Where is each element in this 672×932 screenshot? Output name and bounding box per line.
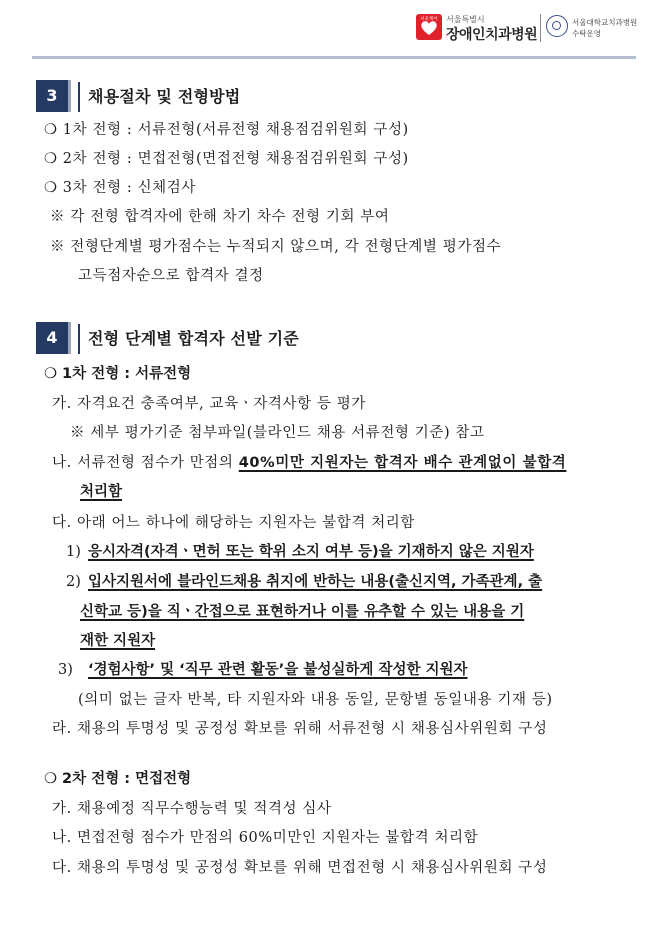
logo-city-text: 서울특별시 bbox=[446, 15, 485, 24]
first-stage-d3-num: 3) bbox=[58, 662, 73, 678]
first-stage-d2-line1: 입사지원서에 블라인드채용 취지에 반하는 내용(출신지역, 가족관계, 출 bbox=[88, 574, 543, 590]
first-stage-d2-line2: 신학교 등)을 직ㆍ간접으로 표현하거나 이를 유추할 수 있는 내용을 기 bbox=[80, 604, 525, 620]
second-stage-na: 나. 면접전형 점수가 만점의 60%미만인 지원자는 불합격 처리함 bbox=[52, 830, 479, 846]
section3-bar bbox=[78, 82, 80, 112]
snu-dental-seal-icon bbox=[546, 15, 568, 37]
logo-heart-text: 서울케어 bbox=[420, 17, 438, 22]
section4-title: 전형 단계별 합격자 선발 기준 bbox=[88, 329, 299, 348]
section3-number: 3 bbox=[36, 80, 71, 112]
first-stage-d3: ‘경험사항’ 및 ‘직무 관련 활동’을 불성실하게 작성한 지원자 bbox=[88, 662, 468, 678]
logo-divider bbox=[540, 14, 541, 42]
second-stage-da: 다. 채용의 투명성 및 공정성 확보를 위해 면접전형 시 채용심사위원회 구성 bbox=[52, 860, 548, 876]
first-stage-d1: 응시자격(자격ㆍ면허 또는 학위 소지 여부 등)을 기재하지 않은 지원자 bbox=[88, 544, 534, 560]
section3-note-2-cont: 고득점자순으로 합격자 결정 bbox=[78, 268, 264, 284]
section3-item-2: ❍ 2차 전형 : 면접전형(면접전형 채용점검위원회 구성) bbox=[44, 151, 409, 167]
section4-bar bbox=[78, 324, 80, 354]
section4-number: 4 bbox=[36, 322, 71, 354]
page-header bbox=[0, 0, 672, 60]
first-stage-d2-line3: 재한 지원자 bbox=[80, 633, 156, 649]
first-stage-d2-num: 2) bbox=[66, 574, 81, 590]
second-stage-heading: ❍ 2차 전형 : 면접전형 bbox=[44, 771, 192, 787]
seoul-care-heart-logo bbox=[416, 14, 442, 40]
section3-note-1: ※ 각 전형 합격자에 한해 차기 차수 전형 기회 부여 bbox=[50, 209, 390, 225]
header-rule bbox=[32, 56, 636, 59]
first-stage-da: 다. 아래 어느 하나에 해당하는 지원자는 불합격 처리함 bbox=[52, 515, 416, 531]
first-stage-na-bold-cont: 처리함 bbox=[80, 484, 123, 500]
section3-item-3: ❍ 3차 전형 : 신체검사 bbox=[44, 180, 196, 196]
logo2-line1: 서울대학교치과병원 bbox=[572, 18, 638, 27]
first-stage-ga: 가. 자격요건 충족여부, 교육ㆍ자격사항 등 평가 bbox=[52, 396, 366, 412]
first-stage-na bbox=[52, 453, 566, 473]
first-stage-ga-note: ※ 세부 평가기준 첨부파일(블라인드 채용 서류전형 기준) 참고 bbox=[70, 425, 485, 441]
first-stage-d1-num: 1) bbox=[66, 544, 81, 560]
section3-item-1: ❍ 1차 전형 : 서류전형(서류전형 채용점검위원회 구성) bbox=[44, 122, 409, 138]
first-stage-ra: 라. 채용의 투명성 및 공정성 확보를 위해 서류전형 시 채용심사위원회 구성 bbox=[52, 721, 548, 737]
logo2-line2: 수탁운영 bbox=[572, 29, 601, 38]
section3-title: 채용절차 및 전형방법 bbox=[88, 87, 241, 106]
first-stage-d3-note: (의미 없는 글자 반복, 타 지원자와 내용 동일, 문항별 동일내용 기재 등) bbox=[78, 692, 553, 708]
first-stage-na-prefix: 나. 서류전형 점수가 만점의 bbox=[52, 455, 239, 471]
logo-hospital-name: 장애인치과병원 bbox=[446, 27, 538, 43]
second-stage-ga: 가. 채용예정 직무수행능력 및 적격성 심사 bbox=[52, 801, 332, 817]
first-stage-na-bold: 40%미만 지원자는 합격자 배수 관계없이 불합격 bbox=[238, 455, 567, 471]
first-stage-heading: ❍ 1차 전형 : 서류전형 bbox=[44, 366, 192, 382]
section3-note-2: ※ 전형단계별 평가점수는 누적되지 않으며, 각 전형단계별 평가점수 bbox=[50, 239, 502, 255]
